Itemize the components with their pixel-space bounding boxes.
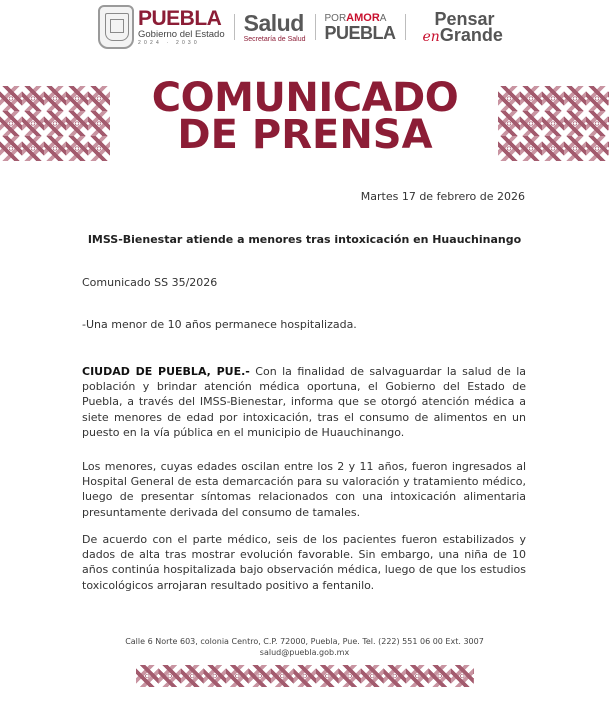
dateline: CIUDAD DE PUEBLA, PUE.- <box>82 365 250 378</box>
paragraph-1-text: Con la finalidad de salvaguardar la salud de la población y brindar atención médica oportuna, el Gobierno del Estado de Puebla, a través del IMSS-Bienestar, informa que se otorgó atención médica a siete menores de edad por intoxicación, tras el consumo de alimentos en un puesto en la vía pública en el municipio de Huauchinango. <box>82 365 526 439</box>
puebla-logo-name: PUEBLA <box>138 6 222 30</box>
por-amor-highlight: AMOR <box>346 11 380 24</box>
state-coat-of-arms-icon <box>98 5 134 49</box>
press-release-date: Martes 17 de febrero de 2026 <box>360 190 525 203</box>
title-line-1: COMUNICADO <box>151 75 459 121</box>
paragraph-1 <box>82 364 526 440</box>
paragraph-2: Los menores, cuyas edades oscilan entre los 2 y 11 años, fueron ingresados al Hospital General de esta demarcación para su valoración y tratamiento médico, luego de presentar síntomas relacionados con una intoxicación alimentaria presuntamente derivada del consumo de tamales. <box>82 460 526 519</box>
por-amor-suffix: A <box>379 12 387 24</box>
decorative-pattern-right <box>498 86 609 161</box>
por-amor-top-line <box>325 13 396 24</box>
communique-number: Comunicado SS 35/2026 <box>82 276 218 289</box>
logo-divider <box>405 14 406 40</box>
salud-logo <box>243 9 306 43</box>
paragraph-3: De acuerdo con el parte médico, seis de los pacientes fueron estabilizados y dados de alta tras mostrar evolución favorable. Sin embargo, una niña de 10 años continúa hospitalizada bajo observación médica, luego de que los estudios toxicológicos arrojaran resultado positivo a fentanilo. <box>82 533 526 592</box>
footer-address: Calle 6 Norte 603, colonia Centro, C.P. 72000, Puebla, Pue. Tel. (222) 551 06 00 Ext. 3007 <box>125 637 484 646</box>
por-amor-prefix: POR <box>324 12 347 24</box>
page-title <box>120 75 490 158</box>
por-amor-name: PUEBLA <box>324 22 396 43</box>
salud-logo-subtitle: Secretaría de Salud <box>243 35 306 43</box>
logo-divider <box>315 14 316 40</box>
footer-email[interactable]: salud@puebla.gob.mx <box>259 648 350 657</box>
puebla-logo-subtitle: Gobierno del Estado <box>138 28 225 40</box>
puebla-logo-years: 2024 · 2030 <box>138 40 200 47</box>
title-line-2: DE PRENSA <box>177 112 433 158</box>
pensar-top: Pensar <box>434 8 495 29</box>
por-amor-a-puebla-logo <box>325 13 396 42</box>
pensar-script: en <box>422 28 440 45</box>
logo-divider <box>234 14 235 40</box>
pensar-bottom-line <box>422 24 503 45</box>
summary-bullet: -Una menor de 10 años permanece hospitalizada. <box>82 318 357 331</box>
decorative-pattern-left <box>0 86 110 161</box>
salud-logo-name: Salud <box>243 9 304 36</box>
pensar-en-grande-logo <box>415 8 503 45</box>
header-logos <box>98 4 518 50</box>
decorative-pattern-bottom <box>136 665 474 687</box>
pensar-bottom: Grande <box>439 24 503 45</box>
footer-contact <box>60 636 549 658</box>
puebla-government-logo <box>138 8 225 47</box>
press-release-headline: IMSS-Bienestar atiende a menores tras intoxicación en Huauchinango <box>87 233 522 246</box>
